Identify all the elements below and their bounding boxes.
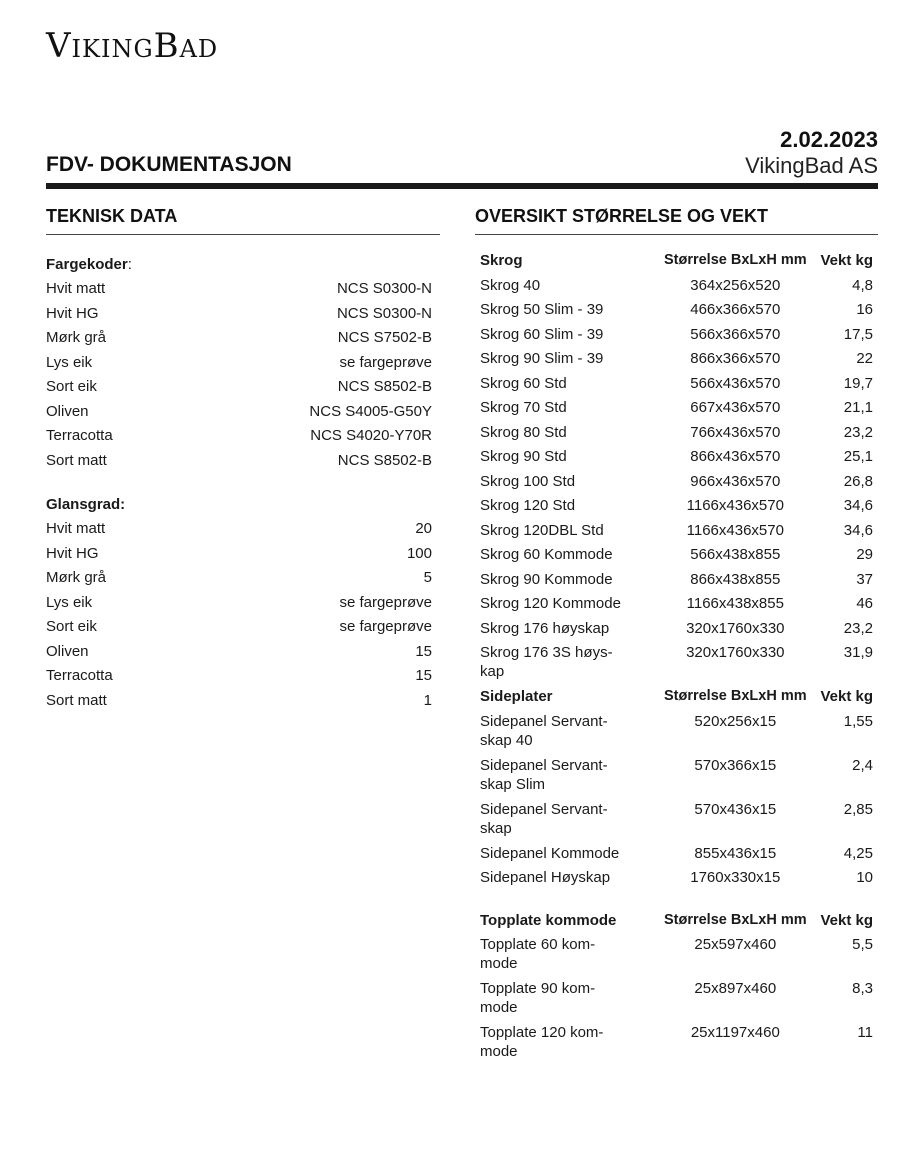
cell-weight: 5,5	[852, 936, 873, 953]
kv-name: Hvit HG	[46, 304, 99, 322]
kv-row	[46, 400, 440, 425]
cell-name: Topplate 60 kom- mode	[480, 936, 596, 972]
cell-size: 866x438x855	[690, 570, 781, 588]
kv-name: Oliven	[46, 642, 89, 660]
kv-row	[46, 375, 440, 400]
kv-value: NCS S8502-B	[337, 451, 432, 469]
table-row	[475, 935, 878, 979]
cell-weight: 8,3	[852, 980, 873, 997]
kv-value: NCS S0300-N	[336, 280, 432, 297]
cell-name: Skrog 40	[480, 276, 541, 294]
cell-size: 466x366x570	[690, 301, 781, 318]
technical-data-section	[46, 206, 440, 713]
table-row	[475, 756, 878, 800]
cell-weight: 23,2	[843, 423, 873, 441]
cell-name: Sidepanel Servant- skap Slim	[480, 756, 608, 793]
cell-size: 25x897x460	[694, 980, 777, 997]
kv-value: se fargeprøve	[339, 618, 432, 635]
cell-name: Skrog 60 Std	[480, 374, 567, 392]
gloss-label: Glansgrad:	[46, 496, 126, 513]
table-row	[475, 868, 878, 893]
cell-size: 1166x436x570	[686, 521, 784, 539]
table-spacer	[475, 893, 878, 911]
table-row	[475, 570, 878, 595]
table-row	[475, 545, 878, 570]
cell-name: Sidepanel Kommode	[480, 844, 620, 862]
kv-value: 20	[415, 520, 432, 537]
cell-weight: 29	[856, 546, 873, 563]
table-row	[475, 979, 878, 1023]
cell-weight: 4,8	[852, 276, 873, 294]
cell-size: 855x436x15	[694, 844, 777, 862]
cell-name: Skrog 80 Std	[480, 423, 567, 441]
table-row	[475, 712, 878, 756]
cell-name: Skrog 90 Slim - 39	[480, 350, 604, 367]
kv-row	[46, 664, 440, 689]
cell-name: Skrog 50 Slim - 39	[480, 301, 604, 318]
cell-weight: 11	[857, 1024, 873, 1041]
table-row	[475, 521, 878, 546]
kv-name: Lys eik	[46, 593, 93, 611]
cell-name: Sidepanel Servant- skap	[480, 800, 608, 837]
kv-value: se fargeprøve	[339, 593, 432, 611]
kv-name: Hvit HG	[46, 544, 99, 562]
kv-row	[46, 640, 440, 665]
table-row	[475, 374, 878, 399]
table-header-row	[475, 251, 878, 276]
cell-size: 667x436x570	[690, 399, 781, 416]
cell-name: Skrog 60 Slim - 39	[480, 325, 604, 343]
table-row	[475, 325, 878, 350]
cell-size: 966x436x570	[690, 472, 781, 490]
col-header-name: Skrog	[480, 252, 523, 269]
cell-size: 566x438x855	[690, 546, 781, 563]
size-weight-section	[475, 206, 878, 1067]
table-row	[475, 472, 878, 497]
table-row	[475, 619, 878, 644]
kv-name: Sort matt	[46, 451, 107, 469]
cell-size: 320x1760x330	[686, 644, 785, 661]
kv-name: Terracotta	[46, 427, 113, 444]
color-codes-label: Fargekoder:	[46, 256, 132, 273]
cell-size: 364x256x520	[690, 276, 781, 294]
kv-name: Mørk grå	[46, 329, 106, 346]
table-header-row	[475, 911, 878, 936]
cell-weight: 1,55	[843, 712, 873, 730]
col-header-weight: Vekt kg	[820, 911, 873, 929]
cell-size: 570x366x15	[694, 756, 777, 774]
cell-size: 1760x330x15	[690, 869, 781, 886]
kv-row	[46, 424, 440, 449]
kv-row	[46, 615, 440, 640]
cell-weight: 10	[856, 869, 873, 886]
page-title: FDV- DOKUMENTASJON	[46, 153, 292, 176]
cell-size: 1166x438x855	[686, 595, 784, 612]
cell-name: Sidepanel Servant- skap 40	[480, 712, 608, 749]
kv-name: Oliven	[46, 402, 89, 420]
kv-value: 5	[423, 569, 432, 586]
kv-row	[46, 326, 440, 351]
vikingbad-logo: VikingBad	[46, 26, 219, 66]
cell-weight: 17,5	[843, 325, 873, 343]
kv-name: Terracotta	[46, 667, 113, 684]
kv-row	[46, 351, 440, 376]
cell-size: 320x1760x330	[686, 619, 785, 637]
kv-value: NCS S4020-Y70R	[310, 427, 432, 444]
kv-value: NCS S8502-B	[337, 378, 432, 395]
company-name: VikingBad AS	[745, 153, 878, 178]
kv-name: Lys eik	[46, 353, 93, 371]
kv-row	[46, 542, 440, 567]
cell-name: Skrog 176 3S høys- kap	[480, 644, 613, 680]
cell-weight: 21,1	[843, 399, 873, 416]
col-header-name: Topplate kommode	[480, 911, 617, 929]
cell-name: Skrog 60 Kommode	[480, 546, 613, 563]
table-row	[475, 423, 878, 448]
table-row	[475, 844, 878, 869]
cell-size: 25x1197x460	[690, 1024, 780, 1041]
kv-name: Sort eik	[46, 618, 97, 635]
kv-row	[46, 449, 440, 474]
cell-size: 570x436x15	[694, 800, 777, 818]
kv-row	[46, 517, 440, 542]
kv-value: NCS S4005-G50Y	[309, 402, 432, 420]
table-row	[475, 398, 878, 423]
cell-size: 1166x436x570	[686, 497, 784, 514]
cell-weight: 46	[856, 595, 873, 612]
table-row	[475, 1023, 878, 1067]
cell-weight: 4,25	[843, 844, 873, 862]
kv-value: 15	[415, 667, 432, 684]
kv-row	[46, 566, 440, 591]
cell-size: 766x436x570	[690, 423, 781, 441]
gloss-list	[46, 517, 440, 713]
document-date: 2.02.2023	[780, 127, 878, 152]
table-row	[475, 447, 878, 472]
cell-weight: 25,1	[843, 448, 873, 465]
table-row	[475, 594, 878, 619]
col-header-size: Størrelse BxLxH mm	[663, 688, 807, 704]
col-header-size: Størrelse BxLxH mm	[663, 911, 807, 928]
cell-name: Skrog 90 Kommode	[480, 570, 613, 588]
kv-name: Hvit matt	[46, 280, 106, 297]
table-row	[475, 496, 878, 521]
kv-value: se fargeprøve	[339, 353, 432, 371]
cell-weight: 37	[856, 570, 873, 588]
cell-weight: 19,7	[843, 374, 873, 392]
cell-name: Skrog 176 høyskap	[480, 619, 610, 637]
color-codes-list	[46, 277, 440, 473]
size-weight-table	[475, 251, 878, 1067]
cell-name: Skrog 90 Std	[480, 448, 567, 465]
kv-value: NCS S0300-N	[336, 304, 432, 322]
table-row	[475, 800, 878, 844]
cell-weight: 34,6	[843, 497, 873, 514]
cell-name: Skrog 100 Std	[480, 472, 576, 490]
header-meta	[745, 127, 878, 179]
kv-row	[46, 302, 440, 327]
kv-value: 15	[415, 642, 432, 660]
cell-size: 520x256x15	[694, 712, 777, 730]
size-weight-title: OVERSIKT STØRRELSE OG VEKT	[475, 206, 878, 235]
kv-name: Sort eik	[46, 378, 97, 395]
cell-size: 866x436x570	[690, 448, 781, 465]
kv-name: Hvit matt	[46, 520, 106, 537]
cell-size: 866x366x570	[690, 350, 781, 367]
cell-name: Topplate 90 kom- mode	[480, 980, 596, 1016]
table-row	[475, 349, 878, 374]
kv-row	[46, 689, 440, 714]
cell-size: 25x597x460	[694, 936, 777, 953]
cell-size: 566x366x570	[690, 325, 781, 343]
kv-value: 1	[423, 691, 432, 709]
cell-weight: 34,6	[843, 521, 873, 539]
cell-weight: 23,2	[843, 619, 873, 637]
table-row	[475, 643, 878, 687]
kv-row	[46, 591, 440, 616]
cell-name: Skrog 120DBL Std	[480, 521, 604, 539]
cell-name: Skrog 70 Std	[480, 399, 567, 416]
cell-weight: 22	[856, 350, 873, 367]
cell-weight: 26,8	[843, 472, 873, 490]
col-header-weight: Vekt kg	[820, 252, 873, 269]
kv-value: 100	[406, 544, 432, 562]
col-header-weight: Vekt kg	[820, 688, 873, 705]
cell-weight: 2,4	[852, 756, 873, 774]
kv-row	[46, 277, 440, 302]
cell-weight: 16	[856, 301, 873, 318]
table-spacer-cell	[475, 893, 878, 911]
table-header-row	[475, 687, 878, 712]
table-row	[475, 300, 878, 325]
cell-weight: 31,9	[843, 644, 873, 661]
kv-value: NCS S7502-B	[337, 329, 432, 346]
kv-name: Sort matt	[46, 691, 107, 709]
kv-name: Mørk grå	[46, 569, 106, 586]
cell-size: 566x436x570	[690, 374, 781, 392]
cell-name: Skrog 120 Std	[480, 497, 576, 514]
table-row	[475, 276, 878, 301]
cell-name: Sidepanel Høyskap	[480, 869, 611, 886]
cell-weight: 2,85	[843, 800, 873, 818]
technical-data-title: TEKNISK DATA	[46, 206, 440, 235]
col-header-name: Sideplater	[480, 688, 553, 705]
col-header-size: Størrelse BxLxH mm	[663, 252, 807, 268]
cell-name: Topplate 120 kom- mode	[480, 1024, 604, 1060]
header-divider	[46, 183, 878, 189]
cell-name: Skrog 120 Kommode	[480, 595, 621, 612]
